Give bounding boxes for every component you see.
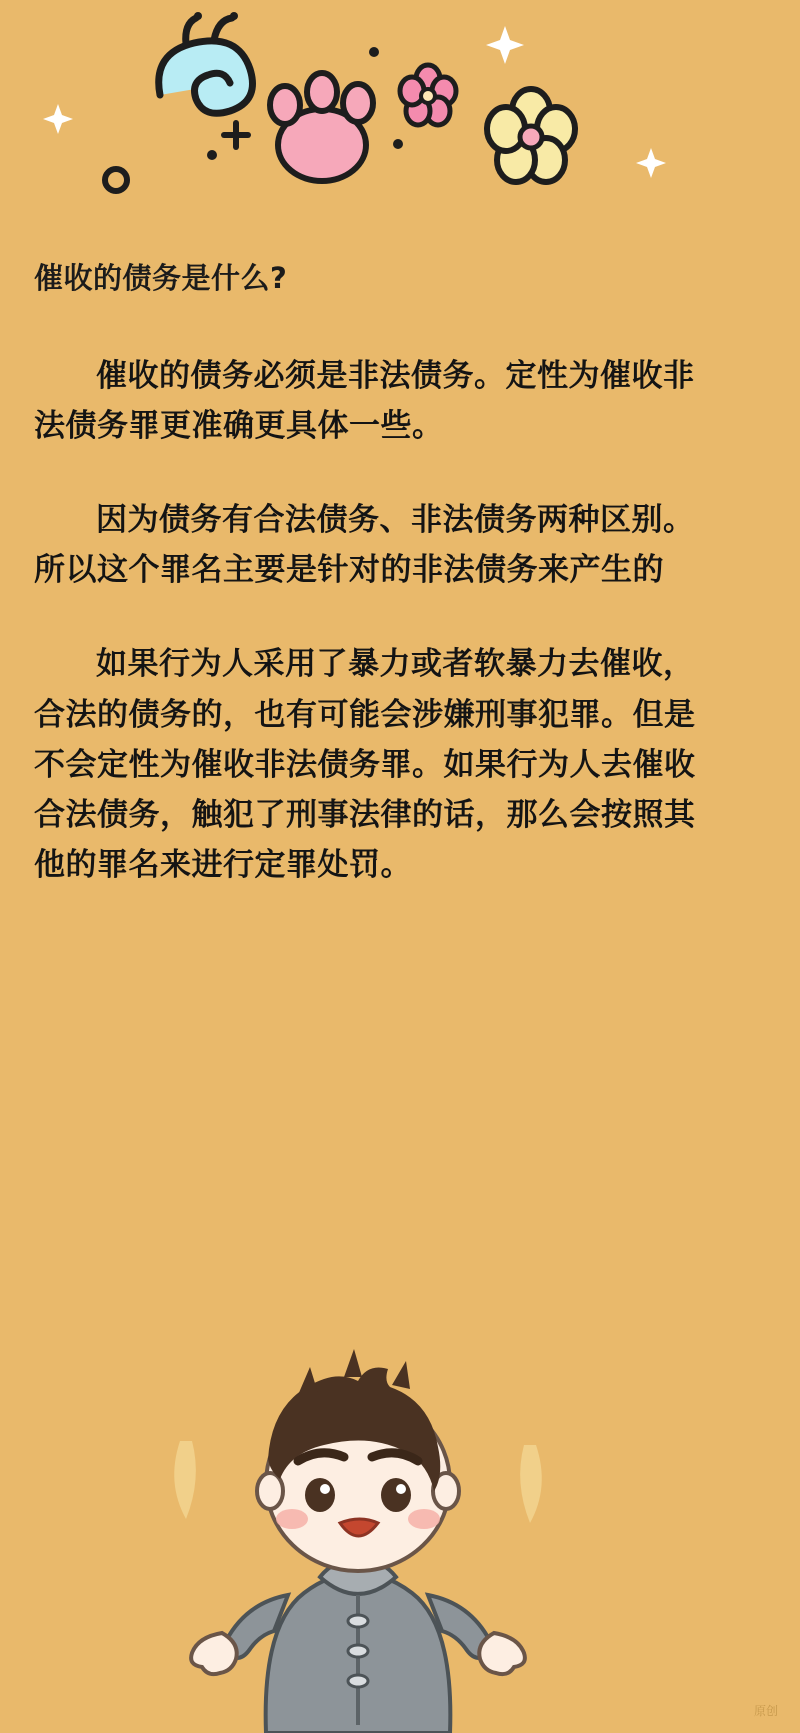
mascot-body bbox=[266, 1559, 451, 1733]
mascot-head bbox=[257, 1349, 459, 1571]
mascot-illustration bbox=[148, 1333, 568, 1733]
signature-watermark: 原创 bbox=[753, 1704, 778, 1718]
paragraph-3: 如果行为人采用了暴力或者软暴力去催收，合法的债务的，也有可能会涉嫌刑事犯罪。但是不会定性为催收非法债务罪。如果行为人去催收合法债务，触犯了刑事法律的话，那么会按照其他的罪名来进行定罪处罚。 bbox=[34, 646, 696, 884]
page-title: 催收的债务是什么? bbox=[34, 261, 288, 295]
dot-icon bbox=[207, 47, 403, 160]
sparkle-icon bbox=[43, 26, 666, 178]
paragraph-1: 催收的债务必须是非法债务。定性为催收非法债务罪更准确更具体一些。 bbox=[34, 357, 695, 444]
flower-pink-icon bbox=[400, 65, 456, 125]
circle-outline-icon bbox=[105, 169, 127, 191]
decoration-cluster bbox=[0, 0, 800, 230]
paragraph-2: 因为债务有合法债务、非法债务两种区别。所以这个罪名主要是针对的非法债务来产生的 bbox=[34, 502, 695, 589]
plus-icon bbox=[224, 123, 248, 147]
paw-print-icon bbox=[270, 73, 373, 181]
snail-icon bbox=[159, 12, 253, 113]
article-body bbox=[34, 258, 714, 891]
flower-yellow-icon bbox=[487, 89, 575, 182]
